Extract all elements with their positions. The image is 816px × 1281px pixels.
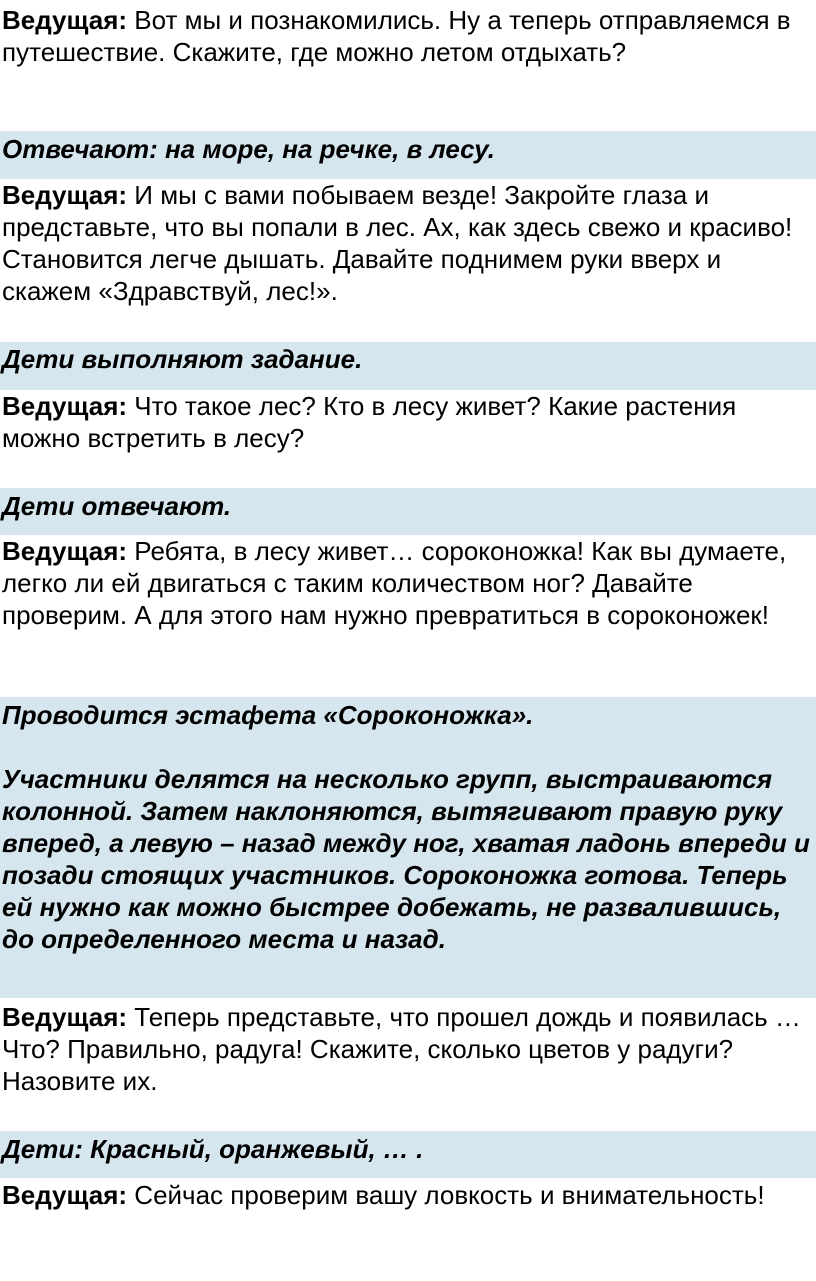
action-text: Дети: Красный, оранжевый, … . — [2, 1134, 424, 1164]
host-label: Ведущая: — [2, 5, 128, 35]
paragraph-spacer — [2, 731, 812, 763]
action-line-4 — [0, 697, 816, 998]
host-line-6 — [0, 1179, 816, 1211]
host-label: Ведущая: — [2, 1002, 128, 1032]
paragraph — [2, 179, 812, 307]
paragraph — [2, 1179, 812, 1211]
paragraph — [2, 1001, 812, 1097]
host-label: Ведущая: — [2, 180, 128, 210]
host-text: Вот мы и познакомились. Ну а теперь отправляемся в путешествие. Скажите, где можно летом отдыхать? — [2, 5, 791, 67]
host-text: И мы с вами побываем везде! Закройте глаза и представьте, что вы попали в лес. Ах, как здесь свежо и красиво! Становится легче дышать. Давайте поднимем руки вверх и скажем «Здравствуй, лес!». — [2, 180, 793, 306]
action-line-2 — [0, 342, 816, 390]
action-text: Дети отвечают. — [2, 491, 232, 521]
host-line-1 — [0, 4, 816, 68]
host-line-4 — [0, 535, 816, 631]
action-line-1 — [0, 131, 816, 179]
host-text: Что такое лес? Кто в лесу живет? Какие растения можно встретить в лесу? — [2, 391, 737, 453]
action-line-3 — [0, 488, 816, 535]
host-label: Ведущая: — [2, 536, 128, 566]
action-line-5 — [0, 1131, 816, 1178]
host-text: Сейчас проверим вашу ловкость и внимательность! — [127, 1180, 765, 1210]
paragraph — [2, 535, 812, 631]
action-text: Отвечают: на море, на речке, в лесу. — [2, 134, 495, 164]
paragraph — [2, 390, 812, 454]
paragraph — [2, 4, 812, 68]
action-text-detail: Участники делятся на несколько групп, выстраиваются колонной. Затем наклоняются, вытягивают правую руку вперед, а левую – назад между ног, хватая ладонь впереди и позади стоящих участников. Сороконожка готова. Теперь ей нужно как можно быстрее добежать, не развалившись, до определенного места и назад. — [2, 764, 810, 954]
host-line-3 — [0, 390, 816, 454]
host-line-5 — [0, 1001, 816, 1097]
host-label: Ведущая: — [2, 391, 128, 421]
host-line-2 — [0, 179, 816, 307]
host-text: Теперь представьте, что прошел дождь и появилась … Что? Правильно, радуга! Скажите, сколько цветов у радуги? Назовите их. — [2, 1002, 801, 1096]
host-label: Ведущая: — [2, 1180, 128, 1210]
action-text: Проводится эстафета «Сороконожка». — [2, 700, 534, 730]
host-text: Ребята, в лесу живет… сороконожка! Как вы думаете, легко ли ей двигаться с таким количеством ног? Давайте проверим. А для этого нам нужно превратиться в сороконожек! — [2, 536, 787, 630]
action-text: Дети выполняют задание. — [2, 344, 363, 374]
